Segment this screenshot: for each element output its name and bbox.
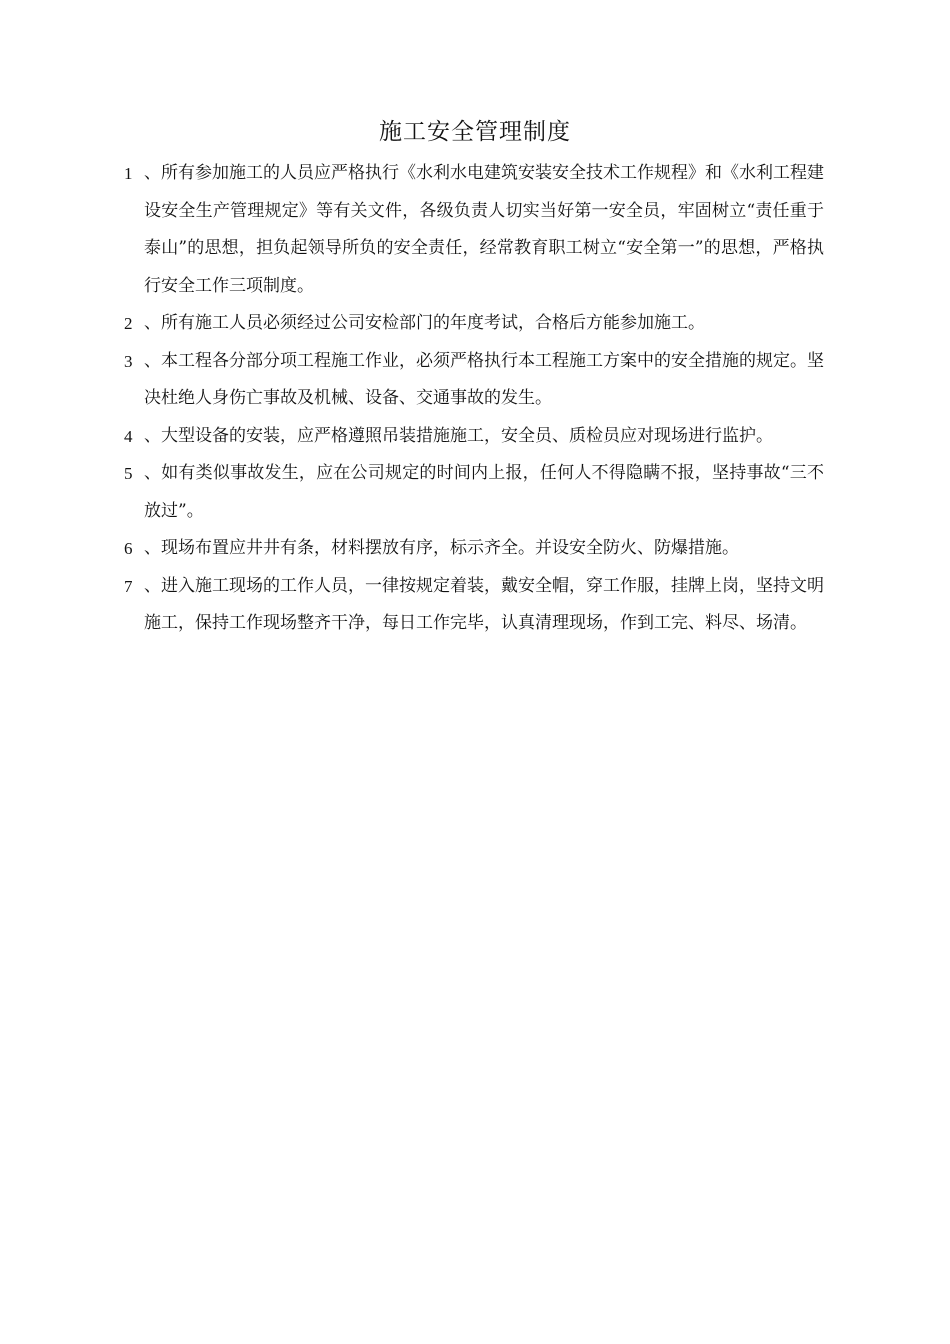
rule-text: 、大型设备的安装，应严格遵照吊装措施施工，安全员、质检员应对现场进行监护。 [144,425,773,446]
rule-number: 5 [124,464,133,483]
rule-number: 6 [124,539,133,558]
rule-number: 3 [124,351,133,371]
rule-text: 、所有参加施工的人员应严格执行《水利水电建筑安装安全技术工作规程》和《水利工程建设安全生产管理规定》等有关文件，各级负责人切实当好第一安全员，牢固树立“责任重于泰山”的思想，担负起领导所负的安全责任，经常教育职工树立“安全第一”的思想，严格执行安全工作三项制度。 [144,163,824,296]
rules-list [124,155,824,643]
rule-item-1 [124,155,824,305]
rule-text: 、进入施工现场的工作人员，一律按规定着装，戴安全帽，穿工作服，挂牌上岗，坚持文明施工，保持工作现场整齐干净，每日工作完毕，认真清理现场，作到工完、料尽、场清。 [144,575,824,633]
rule-item-4 [124,418,824,456]
rule-item-3 [124,343,824,418]
rule-number: 7 [124,576,133,596]
rule-item-7 [124,568,824,643]
rule-item-6 [124,530,824,568]
rule-number: 4 [124,426,133,446]
rule-number: 2 [124,314,133,333]
rule-text: 、本工程各分部分项工程施工作业，必须严格执行本工程施工方案中的安全措施的规定。坚决杜绝人身伤亡事故及机械、设备、交通事故的发生。 [144,350,824,408]
rule-text: 、所有施工人员必须经过公司安检部门的年度考试，合格后方能参加施工。 [144,313,705,333]
rule-text: 、如有类似事故发生，应在公司规定的时间内上报，任何人不得隐瞒不报，坚持事故“三不放过”。 [144,463,824,521]
rule-item-2 [124,305,824,343]
document-title: 施工安全管理制度 [379,119,571,145]
rule-item-5 [124,455,824,530]
rule-text: 、现场布置应井井有条，材料摆放有序，标示齐全。并设安全防火、防爆措施。 [144,538,739,558]
rule-number: 1 [124,164,133,183]
